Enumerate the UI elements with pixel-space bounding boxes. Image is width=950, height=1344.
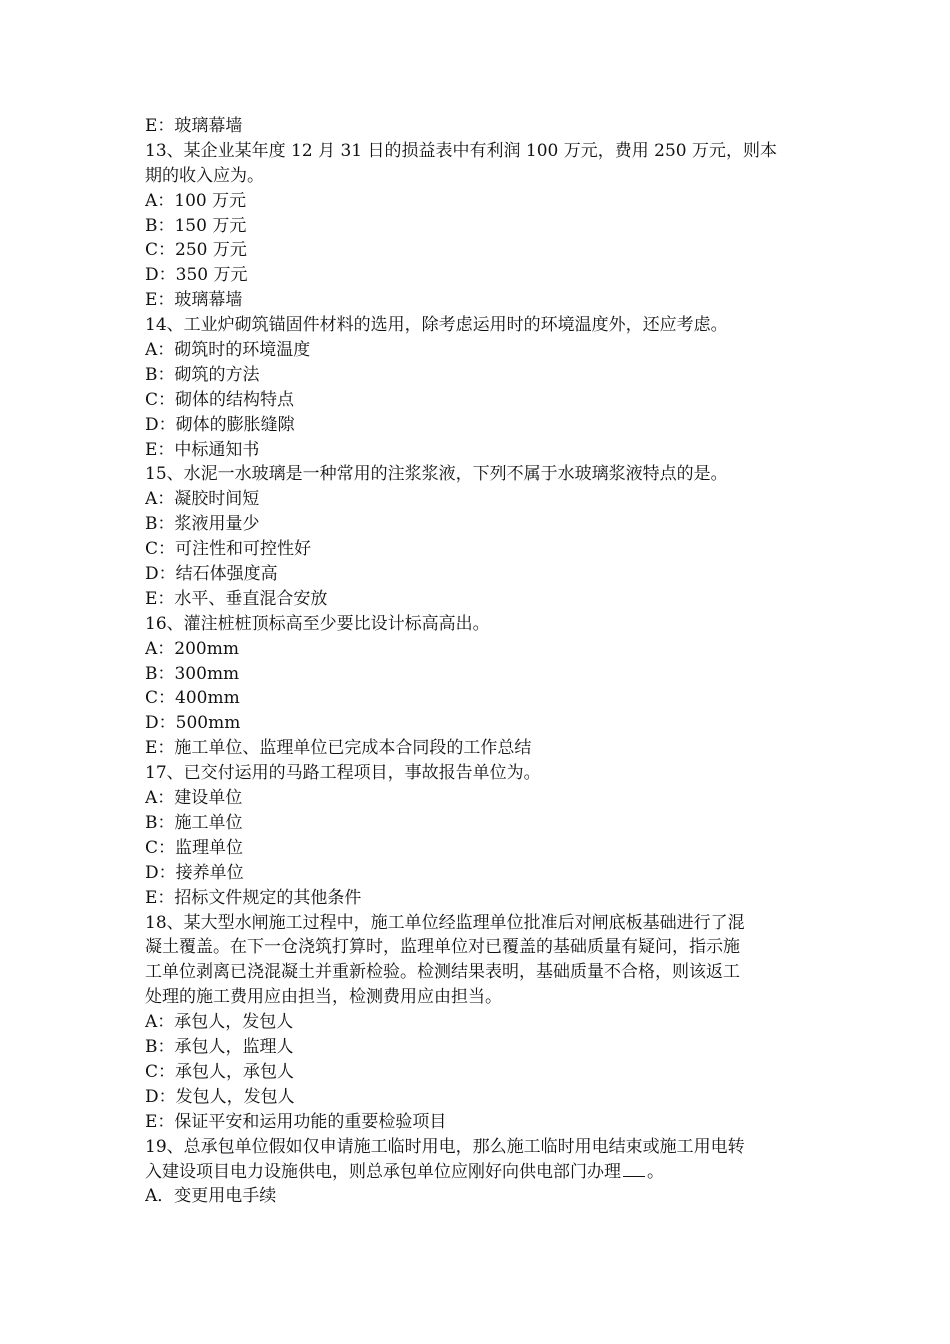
text-line: E：玻璃幕墙 [145,116,243,136]
option-line: A．变更用电手续 [145,1186,277,1207]
document-page [145,114,810,1209]
question-13-line-2: 期的收入应为。 [145,165,264,186]
question-18-line-1: 18、某大型水闸施工过程中，施工单位经监理单位批准后对闸底板基础进行了混 [145,912,745,933]
option-line: B：150 万元 [145,215,247,236]
question-16: 16、灌注桩桩顶标高至少要比设计标高高出。 [145,613,490,634]
option-line: D：结石体强度高 [145,564,278,585]
question-13-line-1: 13、某企业某年度 12 月 31 日的损益表中有利润 100 万元，费用 250 万元，则本 [145,140,778,161]
option-line: A：承包人，发包人 [145,1012,294,1033]
option-line: D：接养单位 [145,862,244,883]
option-line: E：水平、垂直混合安放 [145,588,328,609]
option-line: E：中标通知书 [145,439,260,460]
option-line: B：承包人，监理人 [145,1036,294,1057]
option-line: B：施工单位 [145,812,243,833]
option-line: B：浆液用量少 [145,514,260,535]
question-17: 17、已交付运用的马路工程项目，事故报告单位为。 [145,763,541,784]
option-line: C：砌体的结构特点 [145,389,295,410]
option-line: B：砌筑的方法 [145,364,260,385]
option-line: C：承包人，承包人 [145,1061,295,1082]
answer-blank [623,1159,645,1177]
option-line: C：250 万元 [145,240,247,261]
question-15: 15、水泥一水玻璃是一种常用的注浆浆液，下列不属于水玻璃浆液特点的是。 [145,464,728,485]
option-line: A：建设单位 [145,788,243,809]
option-line: C：400mm [145,688,240,709]
option-line: D：350 万元 [145,265,248,286]
option-line: E：招标文件规定的其他条件 [145,887,362,908]
option-line: A：砌筑时的环境温度 [145,340,311,361]
option-line: E：保证平安和运用功能的重要检验项目 [145,1111,447,1132]
option-line: A：200mm [145,638,239,659]
question-18-line-3: 工单位剥离已浇混凝土并重新检验。检测结果表明，基础质量不合格，则该返工 [145,962,740,983]
question-18-line-2: 凝土覆盖。在下一仓浇筑打算时，监理单位对已覆盖的基础质量有疑问，指示施 [145,937,740,958]
option-line: A：凝胶时间短 [145,489,260,510]
option-line: C：监理单位 [145,837,244,858]
option-line: B：300mm [145,663,240,684]
question-14: 14、工业炉砌筑锚固件材料的选用，除考虑运用时的环境温度外，还应考虑。 [145,315,728,336]
option-line: D：发包人，发包人 [145,1086,295,1107]
option-line: A：100 万元 [145,190,247,211]
question-19-end: 。 [647,1162,664,1183]
option-line: C：可注性和可控性好 [145,539,312,560]
question-19-line-2 [145,1159,810,1184]
option-line: E：施工单位、监理单位已完成本合同段的工作总结 [145,738,532,759]
question-18-line-4: 处理的施工费用应由担当，检测费用应由担当。 [145,987,502,1008]
option-line: D：500mm [145,713,241,734]
option-line: E：玻璃幕墙 [145,290,243,311]
option-line: D：砌体的膨胀缝隙 [145,414,295,435]
question-19-line-1: 19、总承包单位假如仅申请施工临时用电，那么施工临时用电结束或施工用电转 [145,1136,745,1157]
question-19-text: 入建设项目电力设施供电，则总承包单位应刚好向供电部门办理 [145,1162,621,1183]
